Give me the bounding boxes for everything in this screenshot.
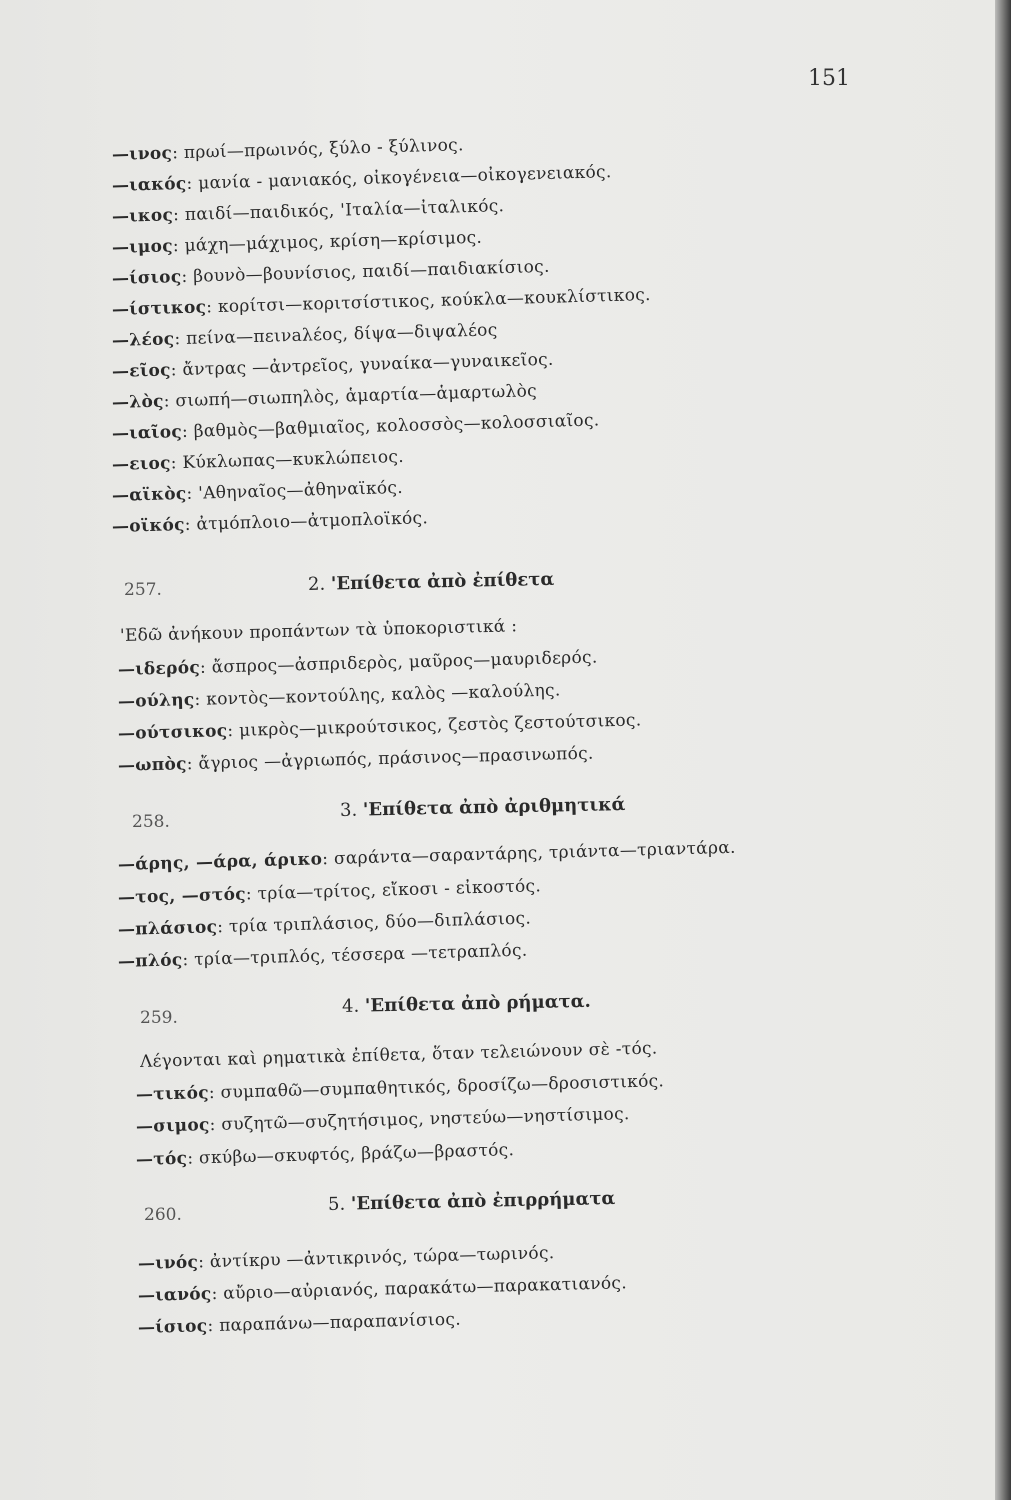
examples: : σιωπή—σιωπηλὸς, ἁμαρτία—ἁμαρτωλὸς — [163, 381, 538, 412]
examples: : πείνα—πεινaλέος, δίψα—διψαλέος — [174, 320, 498, 350]
suffix: —ιακός — [111, 173, 187, 196]
paragraph-number: 258. — [132, 812, 170, 832]
entry-line — [112, 320, 498, 351]
examples: : σκύβω—σκυφτός, βράζω—βραστός. — [187, 1140, 515, 1169]
section-title: 'Επίθετα ἀπὸ ἐπίθετα — [330, 568, 555, 595]
examples: : μάχη—μάχιμος, κρίση—κρίσιμος. — [172, 227, 483, 257]
examples: : τρία—τριπλός, τέσσερα —τετραπλός. — [182, 940, 528, 971]
examples: : Κύκλωπας—κυκλώπειος. — [170, 446, 405, 474]
section-number: 3. — [339, 799, 358, 821]
entry-line — [112, 508, 429, 537]
examples: : βαθμὸς—βαθμιαῖος, κολοσσὸς—κολοσσιαῖος. — [181, 410, 600, 443]
suffix: —ιανός — [137, 1284, 212, 1306]
entry-line — [112, 196, 505, 227]
suffix: —πλός — [117, 950, 183, 972]
suffix: —τος, —στός — [117, 884, 247, 908]
section-number: 5. — [327, 1193, 346, 1215]
entry-line — [118, 941, 528, 972]
page-number: 151 — [808, 66, 850, 91]
entry-line — [112, 410, 600, 444]
examples: : τρία—τρίτος, εἴκοσι - εἰκοστός. — [245, 876, 542, 905]
suffix: —αϊκὸς — [111, 483, 187, 506]
entry-line — [118, 744, 594, 776]
suffix: —ινός — [137, 1252, 199, 1274]
examples: : παιδί—παιδικός, 'Ιταλία—ἰταλικός. — [172, 196, 505, 226]
suffix: —ωπὸς — [117, 754, 188, 776]
entry-line — [112, 135, 464, 165]
examples: : παραπάνω—παραπανίσιος. — [207, 1309, 462, 1337]
suffix: —ούλης — [117, 689, 195, 712]
entry-line — [138, 1273, 627, 1306]
entry-line — [112, 162, 612, 196]
suffix: —άρης, —άρα, άρικο — [117, 849, 323, 875]
examples: : αὔριο—αὐριανός, παρακάτω—παρακατιανός. — [211, 1273, 628, 1305]
section-title: 'Επίθετα ἀπὸ ρήματα. — [364, 990, 591, 1017]
suffix: —τικός — [135, 1083, 210, 1105]
entry-line — [118, 876, 542, 908]
suffix: —λὸς — [111, 391, 165, 413]
examples: : ἄντρας —ἀντρεῖος, γυναίκα—γυναικεῖος. — [170, 349, 554, 381]
examples: : βουνὸ—βουνίσιος, παιδί—παιδιακίσιος. — [181, 256, 550, 288]
section-intro: Λέγονται καὶ ρηματικὰ ἐπίθετα, ὅταν τελειώνουν σὲ -τός. — [139, 1038, 658, 1072]
suffix: —ιδερός — [117, 657, 201, 680]
examples: : ἀντίκρυ —ἀντικρινός, τώρα—τωρινός. — [197, 1243, 555, 1273]
entry-line — [112, 478, 404, 506]
suffix: —πλάσιος — [117, 917, 218, 940]
entry-line — [112, 447, 404, 475]
examples: : τρία τριπλάσιος, δύο—διπλάσιος. — [216, 908, 532, 938]
suffix: —ινος — [111, 143, 173, 165]
examples: : κορίτσι—κοριτσίστικος, κούκλα—κουκλίστικος. — [205, 284, 652, 318]
section-heading — [340, 794, 626, 821]
suffix: —ιμος — [111, 236, 174, 258]
entry-line — [118, 908, 532, 940]
examples: : συζητῶ—συζητήσιμος, νηστεύω—νηστίσιμος. — [209, 1104, 630, 1136]
examples: : ἄσπρος—ἀσπριδερὸς, μαῦρος—μαυριδερός. — [199, 647, 598, 678]
page-edge-shadow — [995, 0, 1011, 1500]
entry-line — [118, 838, 736, 875]
examples: : κοντὸς—κοντούλης, καλὸς —καλούλης. — [194, 680, 561, 710]
section-heading — [328, 1188, 616, 1215]
entry-line — [138, 1310, 461, 1338]
entry-line — [112, 381, 538, 413]
examples: : ἀτμόπλοιο—ἀτμοπλοϊκός. — [184, 508, 429, 535]
suffix: —ίσιος — [137, 1316, 208, 1338]
suffix: —οϊκός — [111, 514, 186, 537]
paragraph-number: 259. — [140, 1008, 178, 1028]
examples: : συμπαθῶ—συμπαθητικός, δροσίζω—δροσιστικός. — [208, 1071, 665, 1104]
entry-line — [136, 1104, 630, 1137]
entry-line — [112, 285, 651, 320]
examples: : σαράντα—σαραντάρης, τριάντα—τριαντάρα. — [321, 837, 736, 870]
suffix: —ίσιος — [111, 267, 182, 289]
entry-line — [136, 1140, 515, 1170]
paragraph-number: 257. — [124, 580, 162, 600]
section-intro: 'Εδῶ ἀνήκουν προπάντων τὰ ὑποκοριστικά : — [119, 616, 518, 646]
examples: : πρωί—πρωινός, ξύλο - ξύλινος. — [171, 135, 464, 164]
suffix: —σιμος — [135, 1115, 210, 1137]
entry-line — [118, 680, 561, 712]
paragraph-number: 260. — [144, 1205, 182, 1225]
entry-line — [112, 228, 483, 258]
suffix: —ιαῖος — [111, 422, 183, 444]
entry-line — [118, 647, 598, 680]
entry-line — [136, 1071, 665, 1105]
suffix: —ούτσικος — [117, 721, 228, 744]
examples: : μικρὸς—μικρούτσικος, ζεστὸς ζεστούτσικος. — [227, 710, 642, 742]
suffix: —ειος — [111, 453, 172, 475]
entry-line — [118, 710, 642, 744]
examples: : ἄγριος —ἀγριωπός, πράσινος—πρασινωπός. — [186, 743, 594, 775]
suffix: —τός — [135, 1148, 188, 1170]
suffix: —εῖος — [111, 360, 172, 382]
suffix: —λέος — [111, 329, 175, 351]
section-number: 2. — [307, 573, 326, 595]
entry-line — [138, 1243, 555, 1274]
entry-line — [112, 350, 554, 382]
suffix: —ίστικος — [111, 297, 207, 320]
examples: : μανία - μανιακός, οἰκογένεια—οἰκογενειακός. — [186, 162, 612, 194]
section-heading — [308, 569, 555, 595]
section-title: 'Επίθετα ἀπὸ ἀριθμητικά — [362, 794, 626, 821]
section-title: 'Επίθετα ἀπὸ ἐπιρρήματα — [350, 1187, 616, 1215]
suffix: —ικος — [111, 205, 174, 227]
section-number: 4. — [341, 995, 360, 1017]
entry-line — [112, 257, 550, 289]
section-heading — [342, 991, 591, 1017]
examples: : 'Αθηναῖος—ἀθηναϊκός. — [186, 477, 404, 504]
